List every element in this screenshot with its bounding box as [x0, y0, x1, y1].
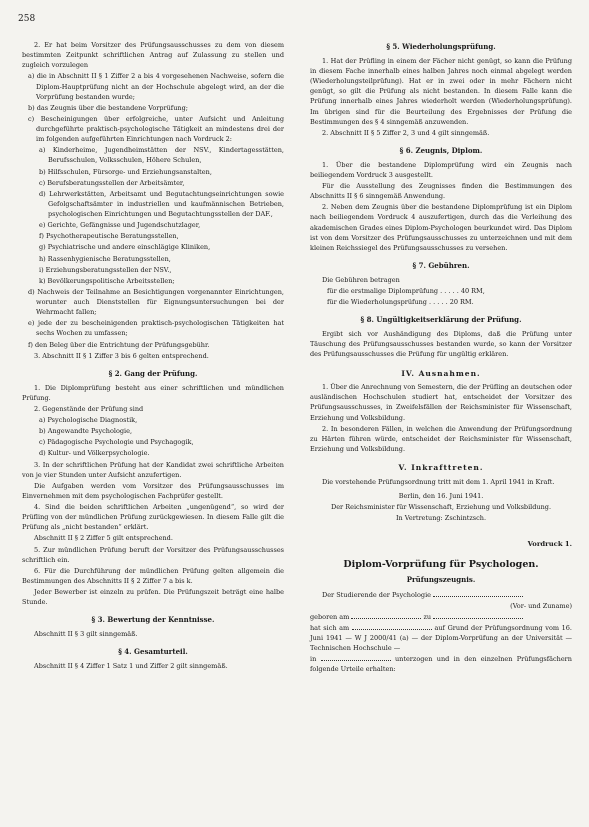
- deputy-signature: In Vertretung: Zschintzsch.: [395, 514, 487, 523]
- section-heading: § 2. Gang der Prüfung.: [108, 368, 198, 378]
- fee-row: für die Wiederholungsprüfung . . . . . 20 RM.: [327, 298, 474, 307]
- fee-amount: 40 RM,: [460, 286, 485, 295]
- paragraph: 1. Über die bestandene Diplomprüfung wird ein Zeugnis nach beiliegendem Vordruck 3 ausgestellt.: [310, 160, 572, 179]
- paragraph: 4. Sind die beiden schriftlichen Arbeiten „ungenügend“, so wird der Prüfling von der mündlichen Prüfung zurückgewiesen. In diesem Falle gilt die Prüfung als „nicht bestanden“ erklärt.: [22, 503, 284, 532]
- paragraph: Die Gebühren betragen: [322, 275, 400, 284]
- list-item: f) den Beleg über die Entrichtung der Prüfungsgebühr.: [28, 340, 210, 349]
- fee-label: für die Wiederholungsprüfung: [327, 298, 427, 307]
- sub-list-item: k) Bevölkerungspolitische Arbeitsstellen;: [39, 276, 175, 285]
- form-line: [310, 654, 572, 674]
- form-line: [310, 623, 572, 653]
- form-text: hat sich am: [310, 623, 350, 632]
- form-line: [310, 590, 572, 600]
- place-date: Berlin, den 16. Juni 1941.: [398, 491, 484, 500]
- paragraph: Jeder Bewerber ist einzeln zu prüfen. Die Prüfungszeit beträgt eine halbe Stunde.: [22, 588, 284, 607]
- form-number: Vordruck 1.: [527, 540, 572, 549]
- chapter-heading: V. Inkrafttreten.: [398, 463, 484, 473]
- section-heading: § 6. Zeugnis, Diplom.: [399, 145, 483, 155]
- paragraph: 1. Hat der Prüfling in einem der Fächer nicht genügt, so kann die Prüfung in diesem Fache innerhalb eines halben Jahres noch einmal abgelegt werden (Wiederholungsteilprüfung). Hat er in zwei oder in mehr Fächern nicht genügt, so gilt die Prüfung als nicht bestanden. In diesem Falle kann die Prüfung innerhalb eines Jahres wiederholt werden (Wiederholungsprüfung). Im übrigen sind für die Beurteilung des Ergebnisses der Prüfung die Bestimmungen des § 4 sinngemäß anzuwenden.: [310, 56, 572, 126]
- signing-authority: Der Reichsminister für Wissenschaft, Erziehung und Volksbildung.: [330, 503, 552, 511]
- list-item: b) das Zeugnis über die bestandene Vorprüfung;: [28, 103, 188, 112]
- form-title: Diplom-Vorprüfung für Psychologen.: [343, 558, 539, 570]
- list-item: e) jede der zu bescheinigenden praktisch-psychologischen Tätigkeiten hat sechs Wochen zu umfassen;: [28, 319, 284, 338]
- paragraph: Die Aufgaben werden vom Vorsitzer des Prüfungsausschusses im Einvernehmen mit dem psychologischen Fachprüfer gestellt.: [22, 481, 284, 500]
- sub-list-item: f) Psychotherapeutische Beratungsstellen,: [39, 232, 179, 241]
- fee-row: für die erstmalige Diplomprüfung . . . . . 40 RM,: [327, 286, 485, 295]
- form-blank: [433, 596, 523, 597]
- form-blank: [351, 618, 421, 619]
- sub-list-item: e) Gerichte, Gefängnisse und Jugendschutzlager,: [39, 221, 201, 230]
- fee-amount: 20 RM.: [449, 298, 474, 307]
- sub-list-item: c) Pädagogische Psychologie und Psychagogik,: [39, 438, 194, 447]
- paragraph: 2. Abschnitt II § 5 Ziffer 2, 3 und 4 gilt sinngemäß.: [322, 128, 490, 137]
- sub-list-item: d) Kultur- und Völkerpsychologie.: [39, 449, 150, 458]
- paragraph: 5. Zur mündlichen Prüfung beruft der Vorsitzer des Prüfungsausschusses schriftlich ein.: [22, 545, 284, 564]
- form-text: auf Grund der Prüfungsordnung vom 16. Juni 1941 — W J 2000/41 (a) — der Diplom-Vorprüfung an der Universität — Technischen Hochschule —: [310, 623, 572, 653]
- sub-list-item: d) Lehrwerkstätten, Arbeitsamt und Begutachtungseinrichtungen sowie Gefolgschaftsämter in industriellen und kaufmännischen Betrieben, psychologischen Einrichtungen und Begutachtungsstellen der DAF.,: [39, 189, 284, 218]
- sub-list-item: b) Angewandte Psychologie,: [39, 427, 133, 436]
- form-subtitle: Prüfungszeugnis.: [406, 574, 476, 584]
- sub-list-item: a) Kinderheime, Jugendheimstätten der NSV., Kindertagesstätten, Berufsschulen, Volksschulen, Höhere Schulen,: [39, 146, 284, 165]
- form-text: zu: [423, 612, 432, 621]
- section-heading: § 8. Ungültigkeitserklärung der Prüfung.: [360, 315, 522, 325]
- section-heading: § 4. Gesamturteil.: [118, 647, 188, 657]
- paragraph: Abschnitt II § 2 Ziffer 5 gilt entsprechend.: [34, 534, 173, 543]
- paragraph: 2. Er hat beim Vorsitzer des Prüfungsausschusses zu dem von diesem bestimmten Zeitpunkt schriftlichen Antrag auf Zulassung zu stellen und zugleich vorzulegen: [22, 41, 284, 70]
- paragraph: 1. Über die Anrechnung von Semestern, die der Prüfling an deutschen oder ausländischen Hochschulen studiert hat, entscheidet der Vorsitzer des Prüfungsausschusses, in Zweifelsfällen der Reichsminister für Wissenschaft, Erziehung und Volksbildung.: [310, 383, 572, 422]
- section-heading: § 5. Wiederholungsprüfung.: [386, 42, 496, 51]
- form-blank: [352, 629, 432, 630]
- paragraph: 3. Abschnitt II § 1 Ziffer 3 bis 6 gelten entsprechend.: [34, 351, 209, 360]
- form-text: in: [310, 655, 317, 664]
- paragraph: 2. Gegenstände der Prüfung sind: [34, 404, 144, 413]
- paragraph: Ergibt sich vor Aushändigung des Diploms, daß die Prüfung unter Täuschung des Prüfungsausschusses bestanden wurde, so kann der Vorsitzer des Prüfungsausschusses die Prüfung für ungültig erklären.: [310, 330, 572, 359]
- paragraph: Für die Ausstellung des Zeugnisses finden die Bestimmungen des Abschnitts II § 6 sinngemäß Anwendung.: [310, 182, 572, 201]
- form-text: geboren am: [310, 612, 350, 621]
- list-item: c) Bescheinigungen über erfolgreiche, unter Aufsicht und Anleitung durchgeführte praktisch-psychologische Tätigkeit an mindestens drei der im folgenden aufgeführten Einrichtungen nach Vordruck 2:: [28, 114, 284, 144]
- sub-list-item: g) Psychiatrische und andere einschlägige Kliniken,: [39, 243, 211, 252]
- form-line: [310, 612, 572, 622]
- form-text: unterzogen und in den einzelnen Prüfungsfächern folgende Urteile erhalten:: [310, 655, 572, 674]
- left-column: [22, 40, 284, 672]
- page-number: 258: [18, 14, 36, 24]
- paragraph: Abschnitt II § 3 gilt sinngemäß.: [34, 630, 138, 639]
- form-text: Der Studierende der Psychologie: [322, 590, 431, 599]
- paragraph: 6. Für die Durchführung der mündlichen Prüfung gelten allgemein die Bestimmungen des Abschnitts II § 2 Ziffer 7 a bis k.: [22, 566, 284, 585]
- form-blank: [321, 660, 391, 661]
- list-item: a) die in Abschnitt II § 1 Ziffer 2 a bis 4 vorgesehenen Nachweise, sofern die Diplom-Hauptprüfung nicht an der Hochschule abgelegt wird, an der die Vorprüfung bestanden wurde;: [28, 72, 284, 101]
- sub-list-item: h) Rassenhygienische Beratungsstellen,: [39, 254, 171, 263]
- paragraph: 1. Die Diplomprüfung besteht aus einer schriftlichen und mündlichen Prüfung.: [22, 383, 284, 402]
- paragraph: 2. Neben dem Zeugnis über die bestandene Diplomprüfung ist ein Diplom nach beiliegendem Vordruck 4 auszufertigen, durch das die Verleihung des akademischen Grades eines Diplom-Psychologen beurkundet wird. Das Diplom ist von dem Vorsitzer des Prüfungsausschusses zu unterzeichnen und mit dem kleinen Reichssiegel des Prüfungsausschusses zu versehen.: [310, 203, 572, 252]
- sub-list-item: a) Psychologische Diagnostik,: [39, 416, 138, 425]
- list-item: d) Nachweis der Teilnahme an Besichtigungen vorgenannter Einrichtungen, worunter auch Dienststellen für Eignungsuntersuchungen bei der Wehrmacht fallen;: [28, 287, 284, 317]
- sub-list-item: c) Berufsberatungsstellen der Arbeitsämter,: [39, 178, 185, 187]
- paragraph: Die vorstehende Prüfungsordnung tritt mit dem 1. April 1941 in Kraft.: [322, 477, 555, 486]
- sub-list-item: b) Hilfsschulen, Fürsorge- und Erziehungsanstalten,: [39, 167, 212, 176]
- right-column: [310, 40, 572, 676]
- form-hint: (Vor- und Zuname): [510, 601, 572, 610]
- section-heading: § 7. Gebühren.: [412, 260, 470, 270]
- paragraph: 2. In besonderen Fällen, in welchen die Anwendung der Prüfungsordnung zu Härten führen würde, entscheidet der Reichsminister für Wissenschaft, Erziehung und Volksbildung.: [310, 424, 572, 453]
- paragraph: 3. In der schriftlichen Prüfung hat der Kandidat zwei schriftliche Arbeiten von je vier Stunden unter Aufsicht anzufertigen.: [22, 460, 284, 479]
- form-blank: [433, 618, 523, 619]
- sub-list-item: i) Erziehungsberatungsstellen der NSV.,: [39, 265, 172, 274]
- section-heading: § 3. Bewertung der Kenntnisse.: [91, 615, 215, 625]
- paragraph: Abschnitt II § 4 Ziffer 1 Satz 1 und Ziffer 2 gilt sinngemäß.: [34, 662, 228, 671]
- fee-label: für die erstmalige Diplomprüfung: [327, 286, 439, 295]
- chapter-heading: IV. Ausnahmen.: [401, 368, 481, 378]
